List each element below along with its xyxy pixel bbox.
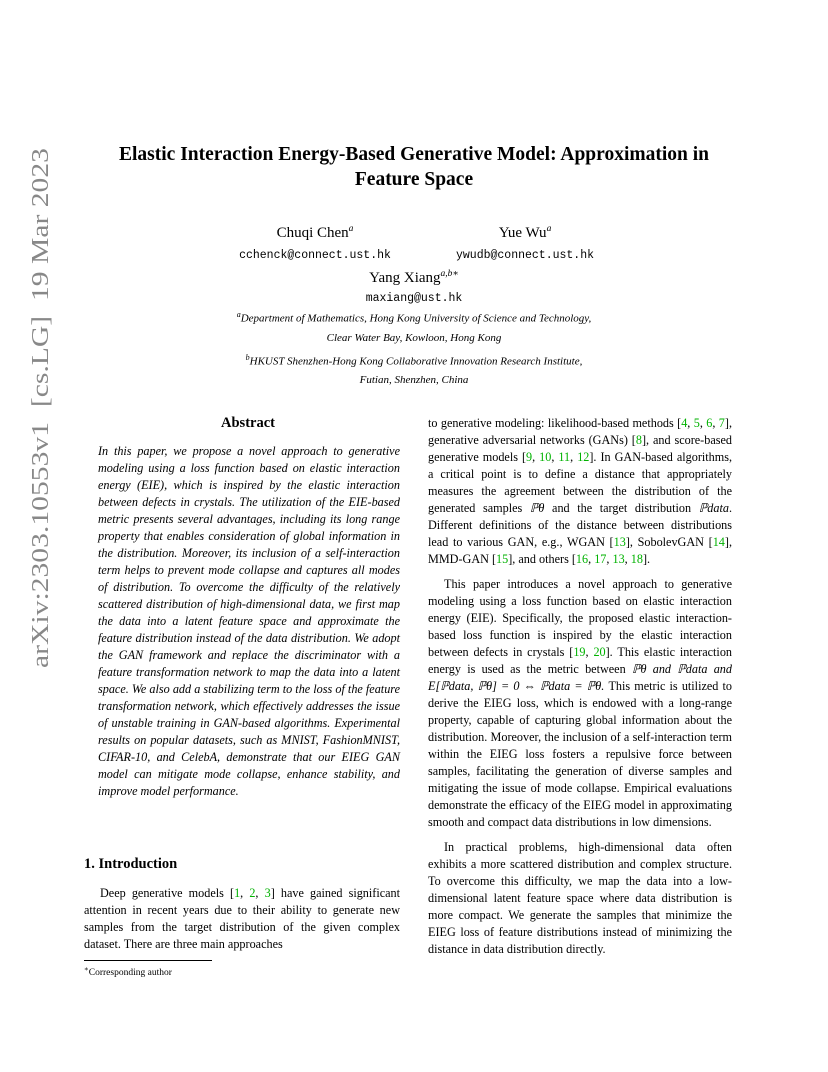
citation-link[interactable]: 16: [575, 552, 589, 566]
abstract-heading: Abstract: [221, 415, 275, 431]
citation-link[interactable]: 6: [706, 416, 713, 430]
citation-link[interactable]: 18: [630, 552, 643, 566]
citation-link[interactable]: 1: [234, 886, 241, 900]
arxiv-stamp-text: arXiv:2303.10553v1 [cs.LG] 19 Mar 2023: [28, 246, 54, 668]
right-paragraph-2: This paper introduces a novel approach to generative modeling using a loss function based on elastic interaction energy (EIE). Specifically, the proposed elastic interaction-based loss function is inspired by the elastic interaction between defects in crystals [19, 20]. This elastic interaction energy is used as the metric between ℙθ and ℙdata and E[ℙdata, ℙθ] = 0 ⇔ ℙdata = ℙθ. This metric is utilized to derive the EIEG loss, which is endowed with a long-range property, capable of capturing global information about the distribution. Moreover, the inclusion of a self-interaction term within the EIEG loss fosters a repulsive force between samples, facilitating the generation of diverse samples and mitigating the issue of mode collapse. Empirical evaluations demonstrate the efficacy of the EIEG model in approximating smooth and compact data distributions in low dimensions.: [428, 577, 733, 829]
citation-link[interactable]: 11: [558, 450, 571, 464]
citation-link[interactable]: 7: [718, 416, 725, 430]
affiliations: [150, 305, 678, 390]
right-paragraph-1: to generative modeling: likelihood-based methods [4, 5, 6, 7], generative adversarial networks (GANs) [8], and score-based generative models [9, 10, 11, 12]. In GAN-based algorithms, a critical point is to define a distance that appropriately measures the agreement between the distribution of the generated samples ℙθ and the target distribution ℙdata. Different definitions of the distance between distributions lead to various GAN, e.g., WGAN [13], SobolevGAN [14], MMD-GAN [15], and others [16, 17, 13, 18].: [428, 416, 733, 566]
author-email-3: maxiang@ust.hk: [365, 292, 463, 305]
affiliation-b-line1: $^b$HKUST Shenzhen-Hong Kong Collaborative Innovation Research Institute,: [245, 352, 583, 368]
citation-link[interactable]: 17: [594, 552, 607, 566]
paper-title: Elastic Interaction Energy-Based Generative Model: Approximation in Feature Space: [118, 144, 710, 190]
citation-link[interactable]: 2: [249, 886, 256, 900]
citation-link[interactable]: 5: [693, 416, 700, 430]
author-email-1: cchenck@connect.ust.hk: [239, 249, 391, 262]
author-name-2: Yue Wu$^a$: [498, 224, 552, 241]
affiliation-a-line2: Clear Water Bay, Kowloon, Hong Kong: [326, 331, 502, 344]
citation-link[interactable]: 15: [496, 552, 509, 566]
right-paragraph-3: In practical problems, high-dimensional data often exhibits a more scattered distribution and complex structure. To overcome this difficulty, we map the data into a low-dimensional latent feature space where data distribution is more compact. We generate the samples that minimize the EIEG loss of feature distributions instead of minimizing the distance in data distribution directly.: [428, 840, 732, 956]
footnote-rule: [84, 960, 212, 961]
arxiv-stamp-svg: [18, 140, 58, 700]
affiliation-a-line1: $^a$Department of Mathematics, Hong Kong University of Science and Technology,: [236, 310, 592, 325]
citation-link[interactable]: 10: [539, 450, 552, 464]
author-name-1: Chuqi Chen$^a$: [276, 224, 354, 241]
arxiv-stamp: [18, 140, 58, 700]
author-block-3: [329, 264, 499, 307]
section-heading-introduction: 1. Introduction: [84, 856, 178, 872]
citation-link[interactable]: 14: [712, 535, 725, 549]
footnote: ∗Corresponding author: [84, 965, 172, 979]
citation-link[interactable]: 4: [681, 416, 688, 430]
citation-link[interactable]: 3: [264, 886, 271, 900]
author-name-3: Yang Xiang$^{a,b∗}$: [369, 269, 459, 286]
introduction-paragraph-1: Deep generative models [1, 2, 3] have gained significant attention in recent years due to their ability to generate new samples from the target distribution of the given complex dataset. There are three main approaches: [84, 886, 401, 951]
affiliation-b-line2: Futian, Shenzhen, China: [359, 374, 469, 387]
author-block-2: [440, 219, 610, 264]
citation-link[interactable]: 19: [573, 645, 586, 659]
citation-link[interactable]: 9: [526, 450, 533, 464]
author-email-2: ywudb@connect.ust.hk: [455, 249, 595, 262]
author-block-1: [230, 219, 400, 264]
metric-equation: ℙθ and ℙdata and E[ℙdata, ℙθ] = 0 ⇔ ℙdata = ℙθ.: [428, 662, 732, 693]
citation-link[interactable]: 8: [635, 433, 642, 447]
citation-link[interactable]: 12: [577, 450, 590, 464]
abstract-text: In this paper, we propose a novel approach to generative modeling using a loss function based on elastic interaction energy (EIE), which is inspired by the elastic interaction between defects in crystals. The utilization of the EIE-based metric presents several advantages, including its long range property that enables consideration of global information in the distribution. Moreover, its inclusion of a self-interaction term helps to prevent mode collapse and captures all modes of distribution. To overcome the difficulty of the relatively scattered distribution of high-dimensional data, we first map the data into a latent feature space and approximate the feature distribution instead of the data distribution. We adopt the GAN framework and replace the discriminator with a feature transformation network to map the data into a latent space. We also add a stabilizing term to the loss of the feature transformation network, which effectively addresses the issue of unstable training in GAN-based algorithms. Experimental results on popular datasets, such as MNIST, FashionMNIST, CIFAR-10, and CelebA, demonstrate that our EIEG GAN model can mitigate mode collapse, enhance stability, and improve model performance.: [98, 444, 400, 798]
citation-link[interactable]: 20: [593, 645, 606, 659]
citation-link[interactable]: 13: [613, 535, 626, 549]
citation-link[interactable]: 13: [612, 552, 625, 566]
right-column: [428, 415, 732, 958]
